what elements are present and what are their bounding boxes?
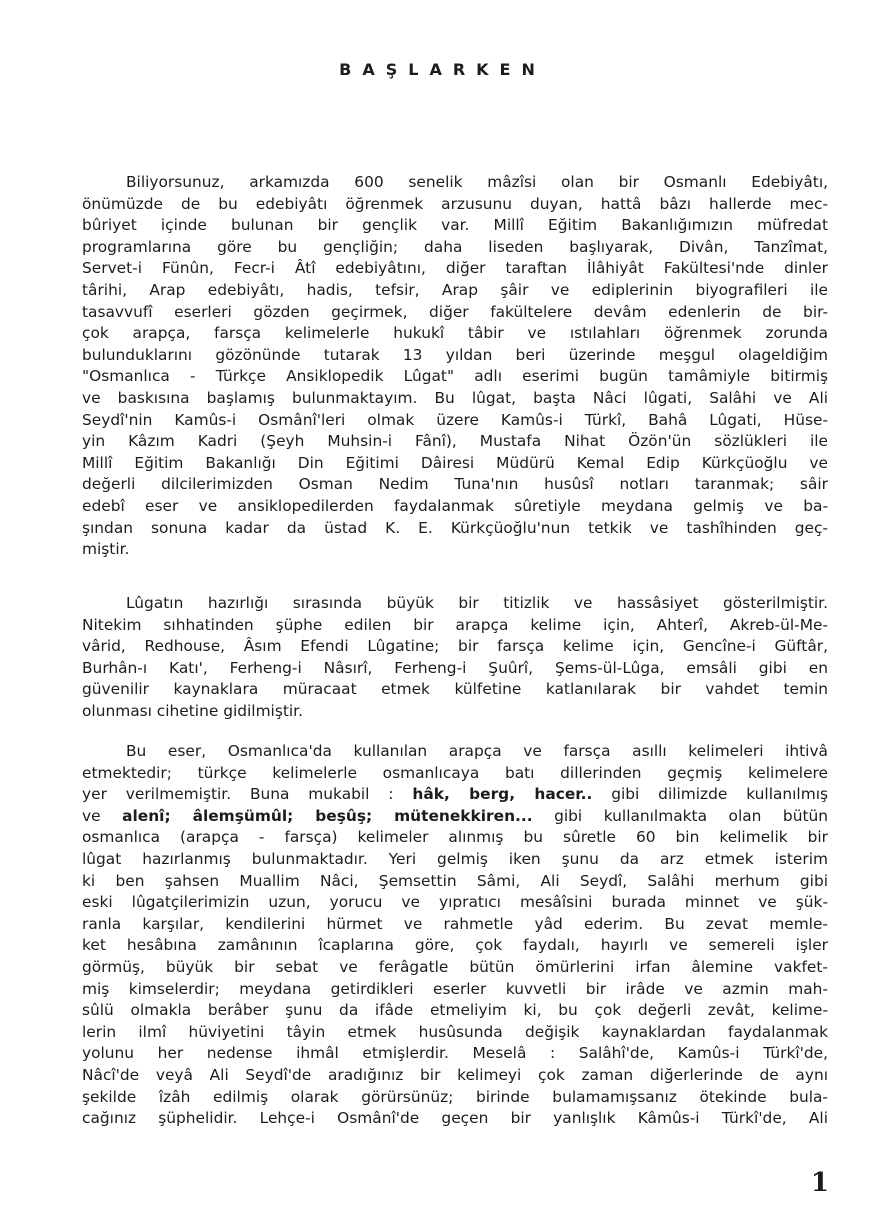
paragraph-line: Burhân-ı Katı', Ferheng-i Nâsırî, Ferheng-i Şuûrî, Şems-ül-Lûga, emsâli gibi en [82, 658, 828, 677]
paragraph-line: miş kimselerdir; meydana getirdikleri eserler kuvvetli bir irâde ve azmin mah- [82, 979, 828, 998]
paragraph-line: edebî eser ve ansiklopedilerden faydalanmak sûretiyle meydana gelmiş ve ba- [82, 496, 828, 515]
paragraph-line: programlarına göre bu gençliğin; daha liseden başlıyarak, Divân, Tanzîmat, [82, 237, 828, 256]
paragraph-line: şından sonuna kadar da üstad K. E. Kürkçüoğlu'nun tetkik ve tashîhinden geç- [82, 518, 828, 537]
paragraph-line: Biliyorsunuz, arkamızda 600 senelik mâzîsi olan bir Osmanlı Edebiyâtı, [126, 173, 828, 191]
line-text: ve [82, 806, 101, 825]
paragraph-line: yin Kâzım Kadri (Şeyh Muhsin-i Fânî), Mustafa Nihat Özön'ün sözlükleri ile [82, 432, 828, 451]
line-text: yer verilmemiştir. Buna mukabil : [82, 785, 394, 804]
paragraph-1 [82, 172, 828, 561]
paragraph-line: eski lûgatçilerimizin uzun, yorucu ve yıpratıcı mesâîsini burada minnet ve şük- [82, 893, 828, 912]
bold-example-words: hâk, berg, hacer.. [412, 785, 593, 804]
page-number: 1 [810, 1168, 829, 1198]
paragraph-line: târihi, Arap edebiyâtı, hadis, tefsir, Arap şâir ve ediplerinin biyografileri ile [82, 280, 828, 299]
paragraph-line: yolunu her nedense ihmâl etmişlerdir. Meselâ : Salâhî'de, Kamûs-i Türkî'de, [82, 1044, 828, 1063]
line-text: gibi kullanılmakta olan bütün [554, 806, 828, 825]
paragraph-line: güvenilir kaynaklara müracaat etmek külfetine katlanılarak bir vahdet temin [82, 680, 828, 699]
paragraph-2 [82, 593, 828, 723]
paragraph-line: miştir. [82, 540, 130, 559]
paragraph-line: değerli dilcilerimizden Osman Nedim Tuna'nın husûsî notları taranmak; sâir [82, 475, 828, 494]
page-title: BAŞLARKEN [339, 60, 546, 79]
paragraph-line: Nâcî'de veyâ Ali Seydî'de aradığınız bir kelimeyi çok zaman diğerlerinde de aynı [82, 1065, 828, 1084]
paragraph-line: ve baskısına başlamış bulunmaktayım. Bu lûgat, başta Nâci lûgati, Salâhi ve Ali [82, 388, 828, 407]
paragraph-line: lerin ilmî hüviyetini tâyin etmek husûsunda değişik kaynaklardan faydalanmak [82, 1022, 828, 1041]
paragraph-line: bûriyet içinde bulunan bir gençlik var. Millî Eğitim Bakanlığımızın müfredat [82, 216, 828, 235]
paragraph-line: ket hesâbına zamânının îcaplarına göre, çok faydalı, hayırlı ve semereli işler [82, 936, 828, 955]
paragraph-line: Bu eser, Osmanlıca'da kullanılan arapça ve farsça asıllı kelimeleri ihtivâ [126, 742, 828, 760]
paragraph-line: Seydî'nin Kamûs-i Osmânî'leri olmak üzere Kamûs-i Türkî, Bahâ Lûgati, Hüse- [82, 410, 828, 429]
paragraph-line: Nitekim sıhhatinden şüphe edilen bir arapça kelime için, Ahterî, Akreb-ül-Me- [82, 615, 828, 634]
paragraph-line: "Osmanlıca - Türkçe Ansiklopedik Lûgat" adlı eserimi bugün tamâmiyle bitirmiş [82, 367, 828, 386]
paragraph-line: tasavvufî eserleri gözden geçirmek, diğer fakültelere devâm edenlerin de bir- [82, 302, 828, 321]
paragraph-line: etmektedir; türkçe kelimelerle osmanlıcaya batı dillerinden geçmiş kelimelere [82, 763, 828, 782]
paragraph-line: Lûgatın hazırlığı sırasında büyük bir titizlik ve hassâsiyet gösterilmiştir. [126, 594, 828, 612]
paragraph-line-mixed [82, 806, 828, 828]
bold-example-words: alenî; âlemşümûl; beşûş; mütenekkiren... [122, 806, 533, 825]
paragraph-line: şekilde îzâh edilmiş olarak görürsünüz; birinde bulamamışsanız ötekinde bula- [82, 1087, 828, 1106]
paragraph-line: ki ben şahsen Muallim Nâci, Şemsettin Sâmi, Ali Seydî, Salâhi merhum gibi [82, 871, 828, 890]
paragraph-line: çok arapça, farsça kelimelerle hukukî tâbir ve ıstılahları öğrenmek zorunda [82, 324, 828, 343]
paragraph-line: önümüzde de bu edebiyâtı öğrenmek arzusunu duyan, hattâ bâzı hallerde mec- [82, 194, 828, 213]
line-text: gibi dilimizde kullanılmış [611, 785, 828, 804]
paragraph-line: vârid, Redhouse, Âsım Efendi Lûgatine; bir farsça kelime için, Gencîne-i Güftâr, [82, 637, 828, 656]
paragraph-line: görmüş, büyük bir sebat ve ferâgatle bütün ömürlerini irfan âlemine vakfet- [82, 957, 828, 976]
paragraph-line: lûgat hazırlanmış bulunmaktadır. Yeri gelmiş iken şunu da arz etmek isterim [82, 849, 828, 868]
paragraph-line: bulunduklarını gözönünde tutarak 13 yıldan beri üzerinde meşgul olageldiğim [82, 345, 828, 364]
paragraph-line: olunması cihetine gidilmiştir. [82, 701, 303, 720]
paragraph-line: cağınız şüphelidir. Lehçe-i Osmânî'de geçen bir yanlışlık Kâmûs-i Türkî'de, Ali [82, 1109, 828, 1128]
paragraph-line: sûlü olmakla berâber şunu da ifâde etmeliyim ki, bu çok değerli zevât, kelime- [82, 1001, 828, 1020]
paragraph-line: Servet-i Fünûn, Fecr-i Âtî edebiyâtını, diğer taraftan İlâhiyât Fakültesi'nde dinler [82, 259, 828, 278]
paragraph-line: ranla karşılar, kendilerini hürmet ve rahmetle yâd ederim. Bu zevat memle- [82, 914, 828, 933]
paragraph-3 [82, 741, 828, 1130]
paragraph-line-mixed [82, 784, 828, 806]
paragraph-line: osmanlıca (arapça - farsça) kelimeler alınmış bu sûretle 60 bin kelimelik bir [82, 828, 828, 847]
paragraph-line: Millî Eğitim Bakanlığı Din Eğitimi Dâiresi Müdürü Kemal Edip Kürkçüoğlu ve [82, 453, 828, 472]
